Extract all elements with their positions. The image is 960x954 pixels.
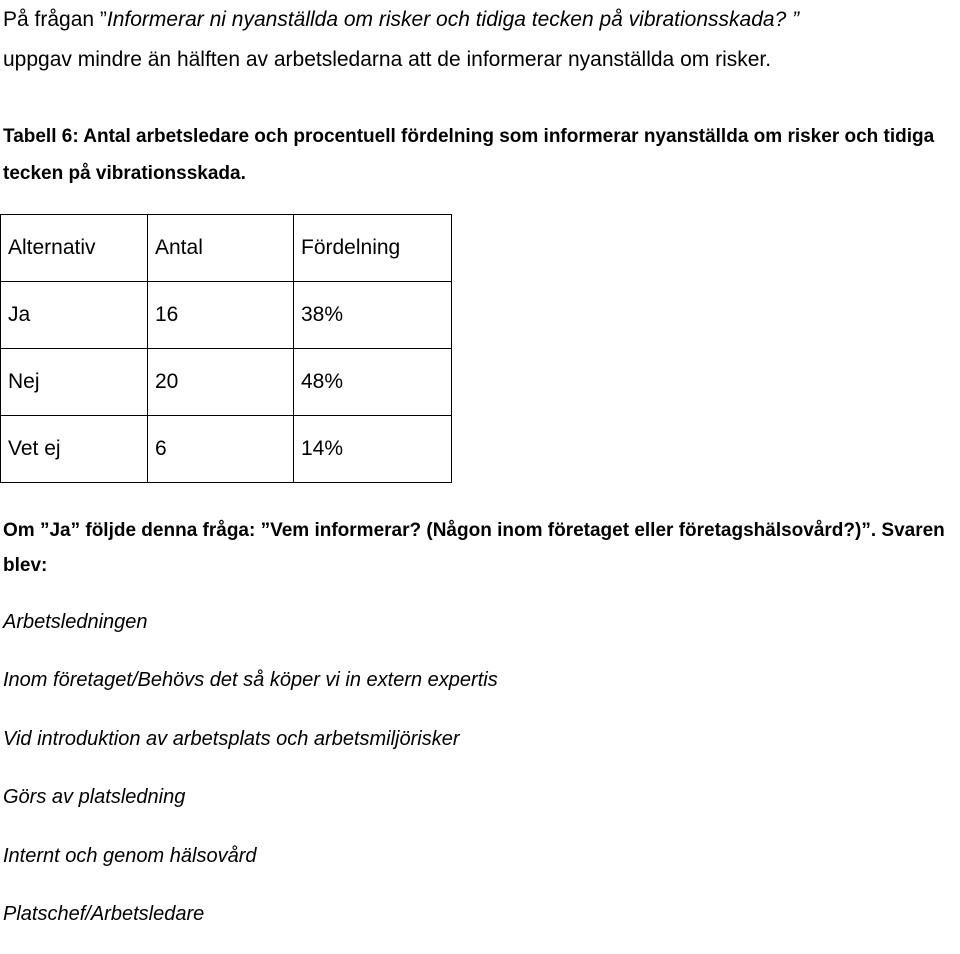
header-alternativ: Alternativ	[1, 215, 148, 282]
results-table	[0, 214, 452, 483]
list-item: Vid introduktion av arbetsplats och arbetsmiljörisker	[3, 727, 460, 750]
answers-list	[3, 604, 958, 954]
intro-prefix: På frågan ”	[3, 8, 107, 31]
cell-fordelning: 48%	[294, 349, 452, 416]
list-item: Görs av platsledning	[3, 786, 186, 809]
cell-fordelning: 38%	[294, 282, 452, 349]
table-header-row	[1, 215, 452, 282]
cell-alternativ: Ja	[1, 282, 148, 349]
header-antal: Antal	[148, 215, 294, 282]
intro-continuation: uppgav mindre än hälften av arbetsledarna att de informerar nyanställda om risker.	[3, 48, 772, 71]
table-row	[1, 282, 452, 349]
followup-question: Om ”Ja” följde denna fråga: ”Vem informerar? (Någon inom företaget eller företagshälsovård?)”. Svaren blev:	[3, 520, 945, 576]
intro-suffix: ”	[786, 8, 800, 31]
list-item: Platschef/Arbetsledare	[3, 902, 205, 925]
list-item: Arbetsledningen	[3, 611, 148, 633]
intro-paragraph	[3, 0, 958, 80]
cell-antal: 6	[148, 416, 294, 483]
table-row	[1, 349, 452, 416]
table-caption: Tabell 6: Antal arbetsledare och procentuell fördelning som informerar nyanställda om risker och tidiga tecken på vibrationsskada.	[3, 126, 935, 184]
list-item: Internt och genom hälsovård	[3, 844, 257, 867]
cell-antal: 16	[148, 282, 294, 349]
intro-question: Informerar ni nyanställda om risker och tidiga tecken på vibrationsskada?	[106, 8, 787, 31]
cell-fordelning: 14%	[294, 416, 452, 483]
cell-alternativ: Vet ej	[1, 416, 148, 483]
cell-antal: 20	[148, 349, 294, 416]
table-row	[1, 416, 452, 483]
header-fordelning: Fördelning	[294, 215, 452, 282]
list-item: Inom företaget/Behövs det så köper vi in extern expertis	[3, 669, 498, 692]
cell-alternativ: Nej	[1, 349, 148, 416]
